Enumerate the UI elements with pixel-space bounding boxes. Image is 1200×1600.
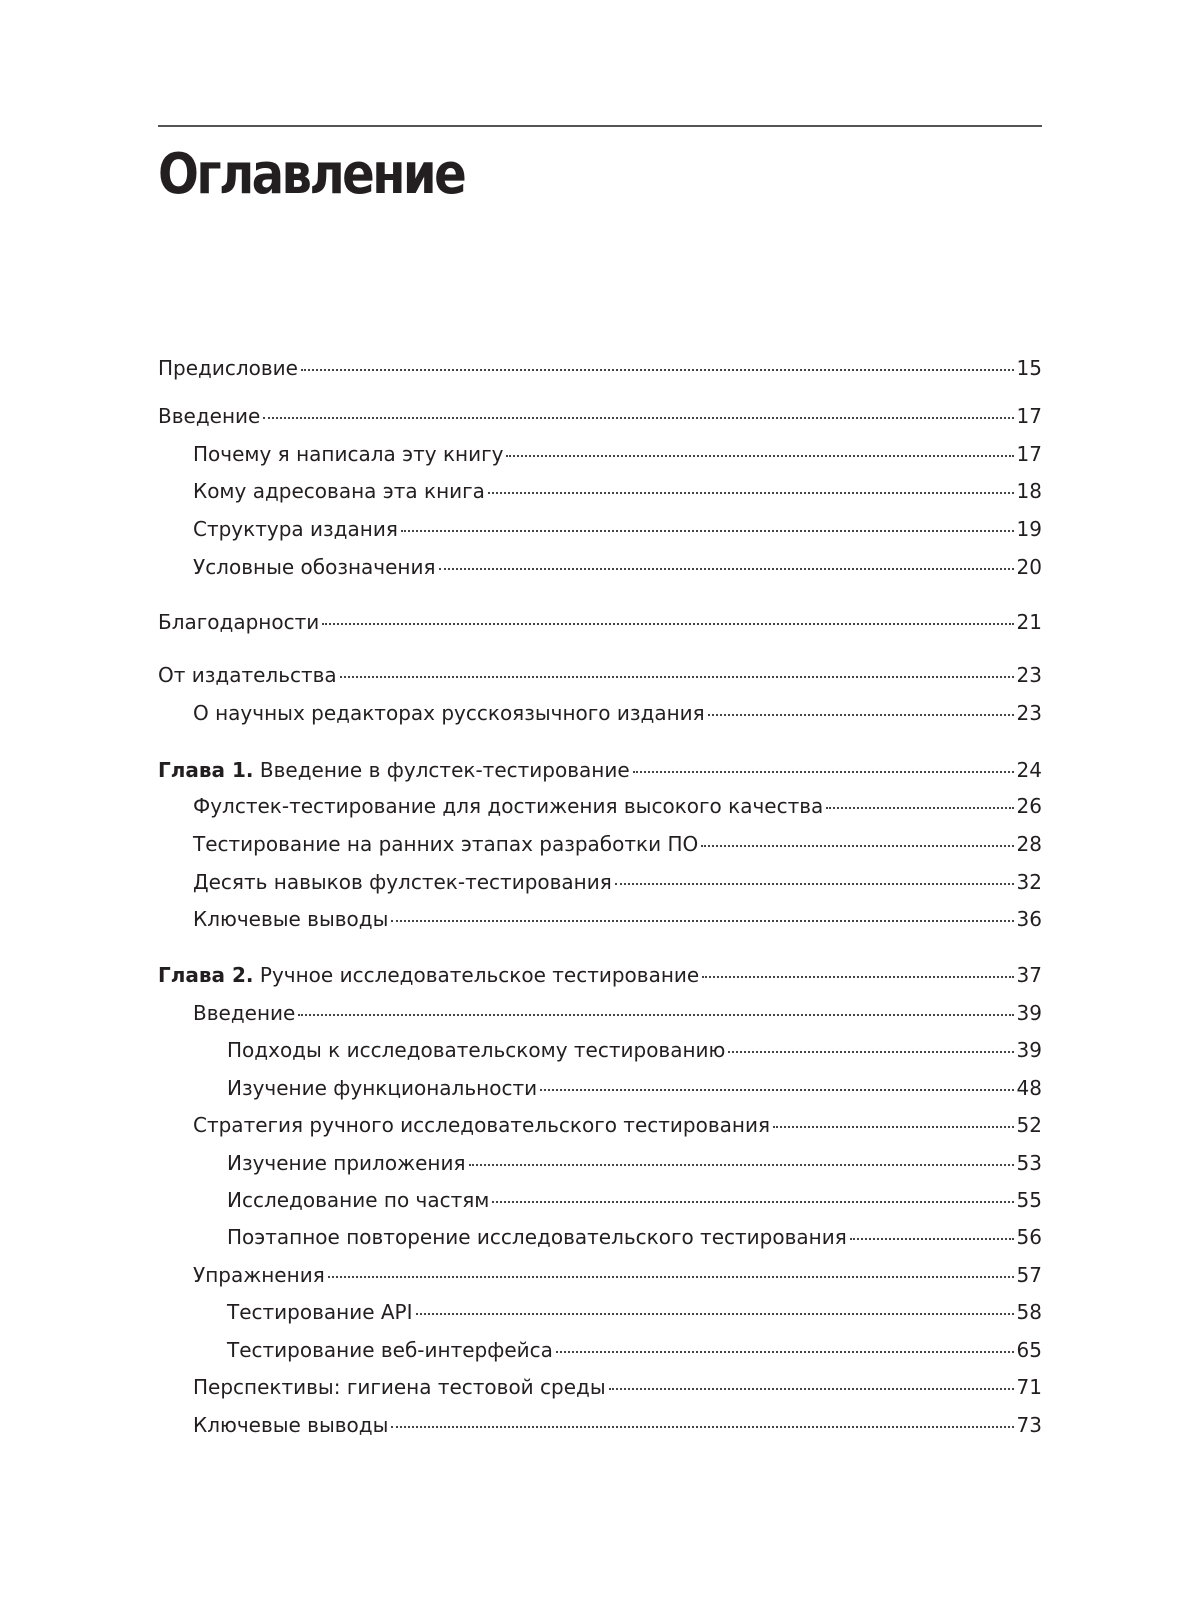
dot-leader	[469, 1164, 1014, 1166]
dot-leader	[556, 1351, 1014, 1353]
dot-leader	[609, 1388, 1014, 1390]
toc-page-number: 36	[1016, 907, 1042, 931]
toc-entry-title: Тестирование веб-интерфейса	[227, 1338, 553, 1362]
toc-entry-title: Изучение приложения	[227, 1151, 466, 1175]
toc-entry[interactable]	[193, 1112, 1042, 1138]
toc-page-number: 15	[1016, 356, 1042, 380]
toc-entry-title: О научных редакторах русскоязычного издания	[193, 701, 705, 725]
toc-page-number: 37	[1016, 963, 1042, 987]
toc-entry[interactable]	[193, 906, 1042, 932]
toc-entry-title: Благодарности	[158, 610, 320, 634]
dot-leader	[298, 1014, 1013, 1016]
toc-entry-title: Подходы к исследовательскому тестированию	[227, 1038, 726, 1062]
toc-entry[interactable]	[158, 403, 1042, 429]
toc-page-number: 39	[1016, 1001, 1042, 1025]
dot-leader	[492, 1201, 1013, 1203]
toc-entry-title: Поэтапное повторение исследовательского тестирования	[227, 1225, 847, 1249]
toc-entry-title: Предисловие	[158, 356, 298, 380]
toc-page-number: 73	[1016, 1413, 1042, 1437]
toc-entry[interactable]	[193, 516, 1042, 542]
toc-entry[interactable]	[158, 662, 1042, 688]
dot-leader	[850, 1238, 1014, 1240]
toc-entry-title: Исследование по частям	[227, 1188, 490, 1212]
toc-page-number: 52	[1016, 1113, 1042, 1137]
toc-entry-title: От издательства	[158, 663, 337, 687]
toc-entry-title: Введение	[158, 404, 261, 428]
chapter-title: Введение в фулстек-тестирование	[259, 758, 630, 782]
dot-leader	[708, 714, 1014, 716]
dot-leader	[263, 417, 1013, 419]
toc-entry-title: Упражнения	[193, 1263, 325, 1287]
toc-page-number: 24	[1016, 758, 1042, 782]
toc-entry-title: Кому адресована эта книга	[193, 479, 485, 503]
toc-page-number: 23	[1016, 701, 1042, 725]
toc-page-number: 32	[1016, 870, 1042, 894]
toc-page-number: 56	[1016, 1225, 1042, 1249]
chapter-title: Ручное исследовательское тестирование	[259, 963, 700, 987]
dot-leader	[701, 845, 1013, 847]
dot-leader	[328, 1276, 1014, 1278]
dot-leader	[506, 455, 1013, 457]
toc-entry-title: Ключевые выводы	[193, 1413, 389, 1437]
toc-entry[interactable]	[193, 1262, 1042, 1288]
toc-page-number: 58	[1016, 1300, 1042, 1324]
chapter-number: Глава 2.	[158, 963, 254, 987]
dot-leader	[728, 1051, 1013, 1053]
toc-page-number: 18	[1016, 479, 1042, 503]
toc-entry-title: Перспективы: гигиена тестовой среды	[193, 1375, 606, 1399]
dot-leader	[340, 676, 1014, 678]
toc-entry[interactable]	[193, 1412, 1042, 1438]
toc-entry-title: Структура издания	[193, 517, 398, 541]
dot-leader	[702, 976, 1013, 978]
toc-page-number: 21	[1016, 610, 1042, 634]
toc-entry[interactable]	[227, 1337, 1042, 1363]
toc-entry-title: Изучение функциональности	[227, 1076, 538, 1100]
toc-entry[interactable]	[158, 609, 1042, 635]
toc-chapter-entry[interactable]	[158, 757, 1042, 783]
toc-page-number: 39	[1016, 1038, 1042, 1062]
dot-leader	[416, 1313, 1014, 1315]
dot-leader	[615, 883, 1014, 885]
dot-leader	[826, 807, 1013, 809]
toc-entry-title: Тестирование API	[227, 1300, 413, 1324]
dot-leader	[633, 771, 1014, 773]
toc-entry-title: Десять навыков фулстек-тестирования	[193, 870, 612, 894]
toc-entry[interactable]	[227, 1187, 1042, 1213]
toc-entry-title: Стратегия ручного исследовательского тестирования	[193, 1113, 770, 1137]
toc-entry[interactable]	[227, 1150, 1042, 1176]
dot-leader	[301, 369, 1014, 371]
toc-entry[interactable]	[193, 869, 1042, 895]
toc-page-number: 19	[1016, 517, 1042, 541]
toc-entry[interactable]	[193, 700, 1042, 726]
toc-entry[interactable]	[193, 793, 1042, 819]
toc-page-number: 55	[1016, 1188, 1042, 1212]
toc-entry[interactable]	[193, 554, 1042, 580]
toc-entry-title: Тестирование на ранних этапах разработки ПО	[193, 832, 699, 856]
page-title: Оглавление	[158, 142, 465, 207]
toc-entry-title: Почему я написала эту книгу	[193, 442, 504, 466]
dot-leader	[773, 1126, 1014, 1128]
chapter-number: Глава 1.	[158, 758, 254, 782]
toc-page-number: 17	[1016, 442, 1042, 466]
dot-leader	[540, 1089, 1013, 1091]
toc-page-number: 48	[1016, 1076, 1042, 1100]
toc-entry[interactable]	[193, 1374, 1042, 1400]
toc-entry-title: Условные обозначения	[193, 555, 436, 579]
toc-page-number: 20	[1016, 555, 1042, 579]
dot-leader	[391, 920, 1013, 922]
toc-chapter-entry[interactable]	[158, 962, 1042, 988]
toc-page-number: 26	[1016, 794, 1042, 818]
toc-page-number: 71	[1016, 1375, 1042, 1399]
toc-page-number: 23	[1016, 663, 1042, 687]
toc-entry-title: Введение	[193, 1001, 296, 1025]
toc-entry[interactable]	[193, 831, 1042, 857]
toc-page-number: 57	[1016, 1263, 1042, 1287]
toc-entry[interactable]	[227, 1299, 1042, 1325]
toc-entry[interactable]	[158, 355, 1042, 381]
toc-entry[interactable]	[193, 441, 1042, 467]
toc-entry-title: Ключевые выводы	[193, 907, 389, 931]
dot-leader	[488, 492, 1014, 494]
toc-entry-title	[158, 962, 699, 988]
toc-entry[interactable]	[193, 1000, 1042, 1026]
dot-leader	[439, 568, 1014, 570]
dot-leader	[401, 530, 1014, 532]
toc-entry-title: Фулстек-тестирование для достижения высокого качества	[193, 794, 824, 818]
toc-page-number: 28	[1016, 832, 1042, 856]
toc-entry[interactable]	[193, 478, 1042, 504]
toc-page-number: 17	[1016, 404, 1042, 428]
toc-page-number: 53	[1016, 1151, 1042, 1175]
toc-entry-title	[158, 757, 630, 783]
dot-leader	[322, 623, 1013, 625]
toc-entry[interactable]	[227, 1037, 1042, 1063]
toc-entry[interactable]	[227, 1224, 1042, 1250]
dot-leader	[391, 1426, 1013, 1428]
toc-page-number: 65	[1016, 1338, 1042, 1362]
toc-entry[interactable]	[227, 1075, 1042, 1101]
